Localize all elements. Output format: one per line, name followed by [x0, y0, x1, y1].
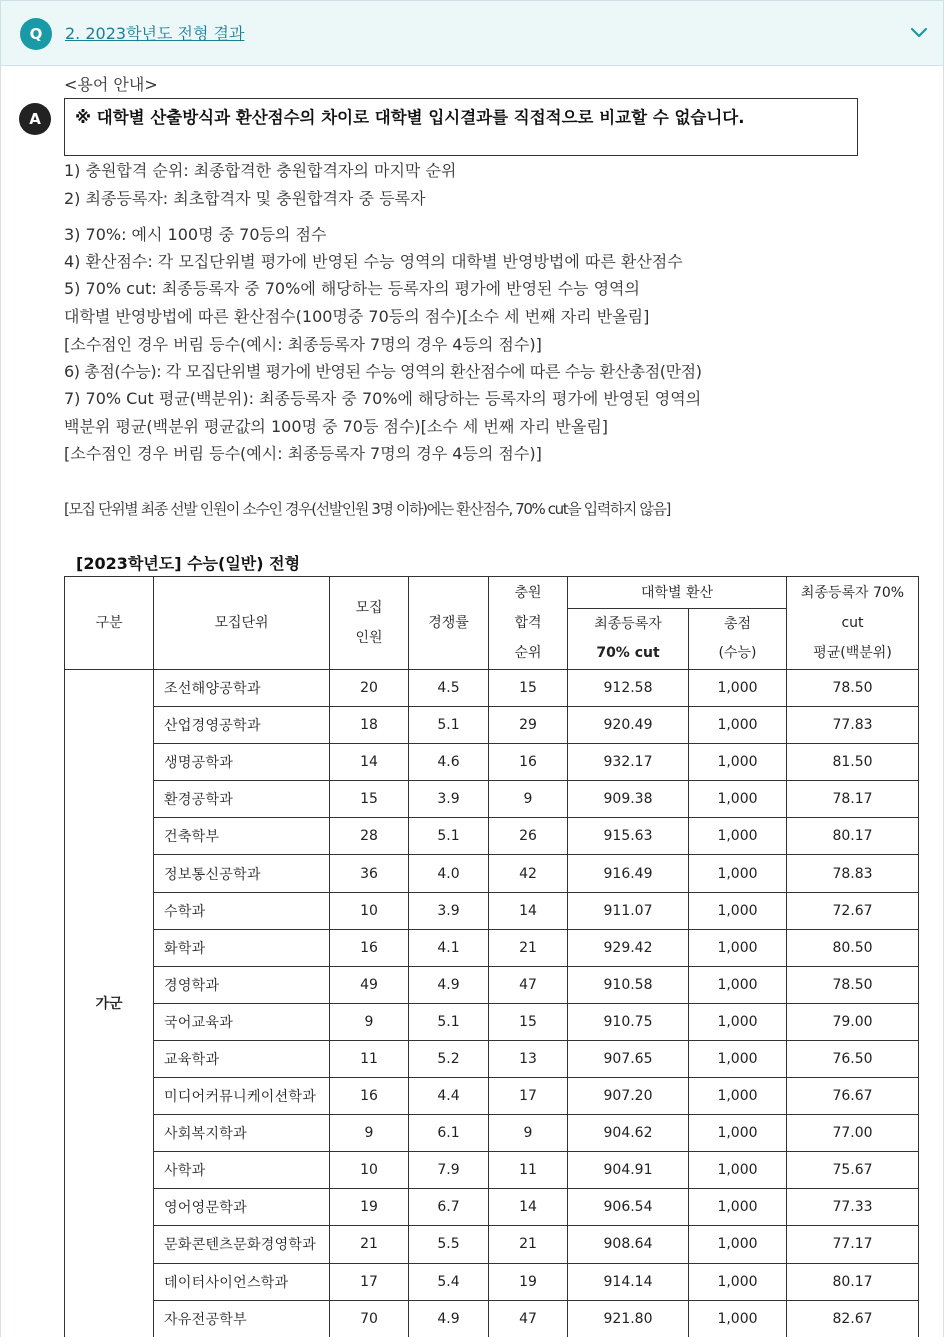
quota-cell: 16: [330, 929, 409, 966]
pct-cell: 77.83: [787, 707, 919, 744]
unit-cell: 데이터사이언스학과: [154, 1263, 330, 1300]
competition-cell: 6.7: [409, 1189, 489, 1226]
header-total-l2: (수능): [718, 645, 757, 661]
cut-cell: 910.75: [568, 1003, 689, 1040]
total-cell: 1,000: [689, 966, 787, 1003]
pct-cell: 78.50: [787, 966, 919, 1003]
total-cell: 1,000: [689, 707, 787, 744]
cut-cell: 910.58: [568, 966, 689, 1003]
rank-cell: 11: [489, 1152, 568, 1189]
total-cell: 1,000: [689, 1003, 787, 1040]
unit-cell: 환경공학과: [154, 781, 330, 818]
competition-cell: 4.6: [409, 744, 489, 781]
competition-cell: 3.9: [409, 892, 489, 929]
unit-cell: 미디어커뮤니케이션학과: [154, 1078, 330, 1115]
pct-cell: 72.67: [787, 892, 919, 929]
rank-cell: 15: [489, 1003, 568, 1040]
cut-cell: 932.17: [568, 744, 689, 781]
cut-cell: 920.49: [568, 707, 689, 744]
unit-cell: 건축학부: [154, 818, 330, 855]
cut-cell: 911.07: [568, 892, 689, 929]
header-rank-l3: 순위: [514, 645, 542, 661]
rank-cell: 21: [489, 1226, 568, 1263]
cut-cell: 908.64: [568, 1226, 689, 1263]
cut-cell: 904.62: [568, 1115, 689, 1152]
competition-cell: 7.9: [409, 1152, 489, 1189]
table-row: [65, 1003, 919, 1040]
total-cell: 1,000: [689, 1078, 787, 1115]
pct-cell: 75.67: [787, 1152, 919, 1189]
pct-cell: 77.33: [787, 1189, 919, 1226]
competition-cell: 5.1: [409, 707, 489, 744]
table-row: [65, 1300, 919, 1337]
competition-cell: 4.1: [409, 929, 489, 966]
competition-cell: 5.4: [409, 1263, 489, 1300]
unit-cell: 수학과: [154, 892, 330, 929]
header-cut-l1: 최종등록자: [594, 616, 662, 632]
table-row: [65, 818, 919, 855]
question-header[interactable]: [0, 0, 944, 66]
definition-line: [소수점인 경우 버림 등수(예시: 최종등록자 7명의 경우 4등의 점수)]: [64, 335, 542, 354]
total-cell: 1,000: [689, 744, 787, 781]
rank-cell: 14: [489, 1189, 568, 1226]
unit-cell: 자유전공학부: [154, 1300, 330, 1337]
quota-cell: 10: [330, 892, 409, 929]
rank-cell: 29: [489, 707, 568, 744]
unit-cell: 조선해양공학과: [154, 670, 330, 707]
table-row: [65, 1115, 919, 1152]
quota-cell: 18: [330, 707, 409, 744]
competition-cell: 4.5: [409, 670, 489, 707]
cut-cell: 909.38: [568, 781, 689, 818]
total-cell: 1,000: [689, 781, 787, 818]
term-guide-title: <용어 안내>: [64, 75, 158, 94]
definition-line: 7) 70% Cut 평균(백분위): 최종등록자 중 70%에 해당하는 등록자의 평가에 반영된 영역의: [64, 389, 702, 408]
pct-cell: 77.00: [787, 1115, 919, 1152]
table-row: [65, 1040, 919, 1077]
pct-cell: 78.83: [787, 855, 919, 892]
pct-cell: 80.17: [787, 1263, 919, 1300]
pct-cell: 80.17: [787, 818, 919, 855]
definition-line: 6) 총점(수능): 각 모집단위별 평가에 반영된 수능 영역의 환산점수에 따른 수능 환산총점(만점): [64, 362, 702, 381]
header-rank: [489, 577, 568, 670]
cut-cell: 904.91: [568, 1152, 689, 1189]
rank-cell: 9: [489, 781, 568, 818]
header-cut-l2: 70% cut: [596, 645, 660, 661]
total-cell: 1,000: [689, 670, 787, 707]
rank-cell: 14: [489, 892, 568, 929]
competition-cell: 5.1: [409, 1003, 489, 1040]
question-title-link[interactable]: 2. 2023학년도 전형 결과: [65, 24, 245, 43]
total-cell: 1,000: [689, 1189, 787, 1226]
competition-cell: 4.9: [409, 1300, 489, 1337]
total-cell: 1,000: [689, 818, 787, 855]
rank-cell: 15: [489, 670, 568, 707]
cut-cell: 921.80: [568, 1300, 689, 1337]
definition-line: 대학별 반영방법에 따른 환산점수(100명중 70등의 점수)[소수 세 번째 자리 반올림]: [64, 307, 650, 326]
quota-cell: 36: [330, 855, 409, 892]
quota-cell: 70: [330, 1300, 409, 1337]
table-row: [65, 670, 919, 707]
table-row: [65, 1226, 919, 1263]
quota-cell: 28: [330, 818, 409, 855]
rank-cell: 47: [489, 1300, 568, 1337]
chevron-down-icon[interactable]: [909, 23, 929, 43]
quota-cell: 49: [330, 966, 409, 1003]
table-row: [65, 855, 919, 892]
competition-cell: 3.9: [409, 781, 489, 818]
cut-cell: 914.14: [568, 1263, 689, 1300]
quota-cell: 20: [330, 670, 409, 707]
rank-cell: 16: [489, 744, 568, 781]
unit-cell: 정보통신공학과: [154, 855, 330, 892]
definition-line: [소수점인 경우 버림 등수(예시: 최종등록자 7명의 경우 4등의 점수)]: [64, 444, 542, 463]
unit-cell: 교육학과: [154, 1040, 330, 1077]
unit-cell: 문화콘텐츠문화경영학과: [154, 1226, 330, 1263]
header-total-l1: 총점: [723, 616, 752, 632]
cut-cell: 916.49: [568, 855, 689, 892]
header-rank-l1: 충원: [514, 585, 542, 601]
table-row: [65, 929, 919, 966]
cut-cell: 907.20: [568, 1078, 689, 1115]
rank-cell: 21: [489, 929, 568, 966]
table-row: [65, 966, 919, 1003]
competition-cell: 5.2: [409, 1040, 489, 1077]
table-row: [65, 1263, 919, 1300]
quota-cell: 16: [330, 1078, 409, 1115]
pct-cell: 77.17: [787, 1226, 919, 1263]
unit-cell: 화학과: [154, 929, 330, 966]
pct-cell: 82.67: [787, 1300, 919, 1337]
rank-cell: 19: [489, 1263, 568, 1300]
table-row: [65, 707, 919, 744]
rank-cell: 17: [489, 1078, 568, 1115]
total-cell: 1,000: [689, 1263, 787, 1300]
header-pct-l3: 평균(백분위): [813, 645, 892, 661]
total-cell: 1,000: [689, 1115, 787, 1152]
pct-cell: 79.00: [787, 1003, 919, 1040]
results-body: [65, 670, 919, 1337]
total-cell: 1,000: [689, 855, 787, 892]
unit-cell: 생명공학과: [154, 744, 330, 781]
rank-cell: 47: [489, 966, 568, 1003]
quota-cell: 9: [330, 1115, 409, 1152]
header-quota-l1: 모집: [355, 600, 383, 616]
unit-cell: 사회복지학과: [154, 1115, 330, 1152]
competition-cell: 4.4: [409, 1078, 489, 1115]
total-cell: 1,000: [689, 1300, 787, 1337]
header-quota-l2: 인원: [355, 630, 383, 646]
definition-line: 백분위 평균(백분위 평균값의 100명 중 70등 점수)[소수 세 번째 자리 반올림]: [64, 417, 609, 436]
header-converted-group: 대학별 환산: [568, 577, 787, 609]
pct-cell: 76.67: [787, 1078, 919, 1115]
a-badge: A: [19, 103, 51, 135]
table-row: [65, 1189, 919, 1226]
pct-cell: 76.50: [787, 1040, 919, 1077]
q-badge: Q: [20, 18, 52, 50]
total-cell: 1,000: [689, 1152, 787, 1189]
header-pct-l2: cut: [841, 615, 864, 631]
pct-cell: 81.50: [787, 744, 919, 781]
table-row: [65, 892, 919, 929]
definition-line: 2) 최종등록자: 최초합격자 및 충원합격자 중 등록자: [64, 189, 426, 208]
definition-line: 1) 충원합격 순위: 최종합격한 충원합격자의 마지막 순위: [64, 161, 457, 180]
table-row: [65, 1078, 919, 1115]
rank-cell: 9: [489, 1115, 568, 1152]
competition-cell: 4.9: [409, 966, 489, 1003]
quota-cell: 11: [330, 1040, 409, 1077]
header-rank-l2: 합격: [514, 615, 542, 631]
competition-cell: 4.0: [409, 855, 489, 892]
total-cell: 1,000: [689, 1040, 787, 1077]
unit-cell: 국어교육과: [154, 1003, 330, 1040]
header-quota: [330, 577, 409, 670]
unit-cell: 영어영문학과: [154, 1189, 330, 1226]
competition-cell: 5.5: [409, 1226, 489, 1263]
cut-cell: 906.54: [568, 1189, 689, 1226]
unit-cell: 사학과: [154, 1152, 330, 1189]
table-row: [65, 744, 919, 781]
cut-cell: 915.63: [568, 818, 689, 855]
quota-cell: 17: [330, 1263, 409, 1300]
definition-line: 3) 70%: 예시 100명 중 70등의 점수: [64, 225, 327, 244]
rank-cell: 42: [489, 855, 568, 892]
header-competition: 경쟁률: [409, 577, 489, 670]
header-total: [689, 609, 787, 670]
total-cell: 1,000: [689, 929, 787, 966]
table-row: [65, 781, 919, 818]
quota-cell: 9: [330, 1003, 409, 1040]
header-pct: [787, 577, 919, 670]
pct-cell: 78.50: [787, 670, 919, 707]
pct-cell: 78.17: [787, 781, 919, 818]
competition-cell: 6.1: [409, 1115, 489, 1152]
notice-text: ※ 대학별 산출방식과 환산점수의 차이로 대학별 입시결과를 직접적으로 비교할 수 없습니다.: [75, 108, 745, 127]
unit-cell: 산업경영공학과: [154, 707, 330, 744]
category-cell: 가군: [65, 670, 154, 1337]
unit-cell: 경영학과: [154, 966, 330, 1003]
quota-cell: 19: [330, 1189, 409, 1226]
definition-line: 4) 환산점수: 각 모집단위별 평가에 반영된 수능 영역의 대학별 반영방법에 따른 환산점수: [64, 252, 683, 271]
quota-cell: 15: [330, 781, 409, 818]
rank-cell: 13: [489, 1040, 568, 1077]
quota-cell: 10: [330, 1152, 409, 1189]
total-cell: 1,000: [689, 1226, 787, 1263]
cut-cell: 929.42: [568, 929, 689, 966]
rank-cell: 26: [489, 818, 568, 855]
definition-line: 5) 70% cut: 최종등록자 중 70%에 해당하는 등록자의 평가에 반영된 수능 영역의: [64, 279, 640, 298]
cut-cell: 912.58: [568, 670, 689, 707]
competition-cell: 5.1: [409, 818, 489, 855]
quota-cell: 21: [330, 1226, 409, 1263]
header-pct-l1: 최종등록자 70%: [800, 585, 905, 601]
header-category: 구분: [65, 577, 154, 670]
table-row: [65, 1152, 919, 1189]
header-cut: [568, 609, 689, 670]
pct-cell: 80.50: [787, 929, 919, 966]
notice-box: [64, 98, 858, 156]
header-unit: 모집단위: [154, 577, 330, 670]
table-title: [2023학년도] 수능(일반) 전형: [76, 554, 301, 573]
footnote: [모집 단위별 최종 선발 인원이 소수인 경우(선발인원 3명 이하)에는 환산점수, 70% cut을 입력하지 않음]: [64, 500, 671, 518]
total-cell: 1,000: [689, 892, 787, 929]
quota-cell: 14: [330, 744, 409, 781]
results-table: [64, 576, 919, 1337]
cut-cell: 907.65: [568, 1040, 689, 1077]
